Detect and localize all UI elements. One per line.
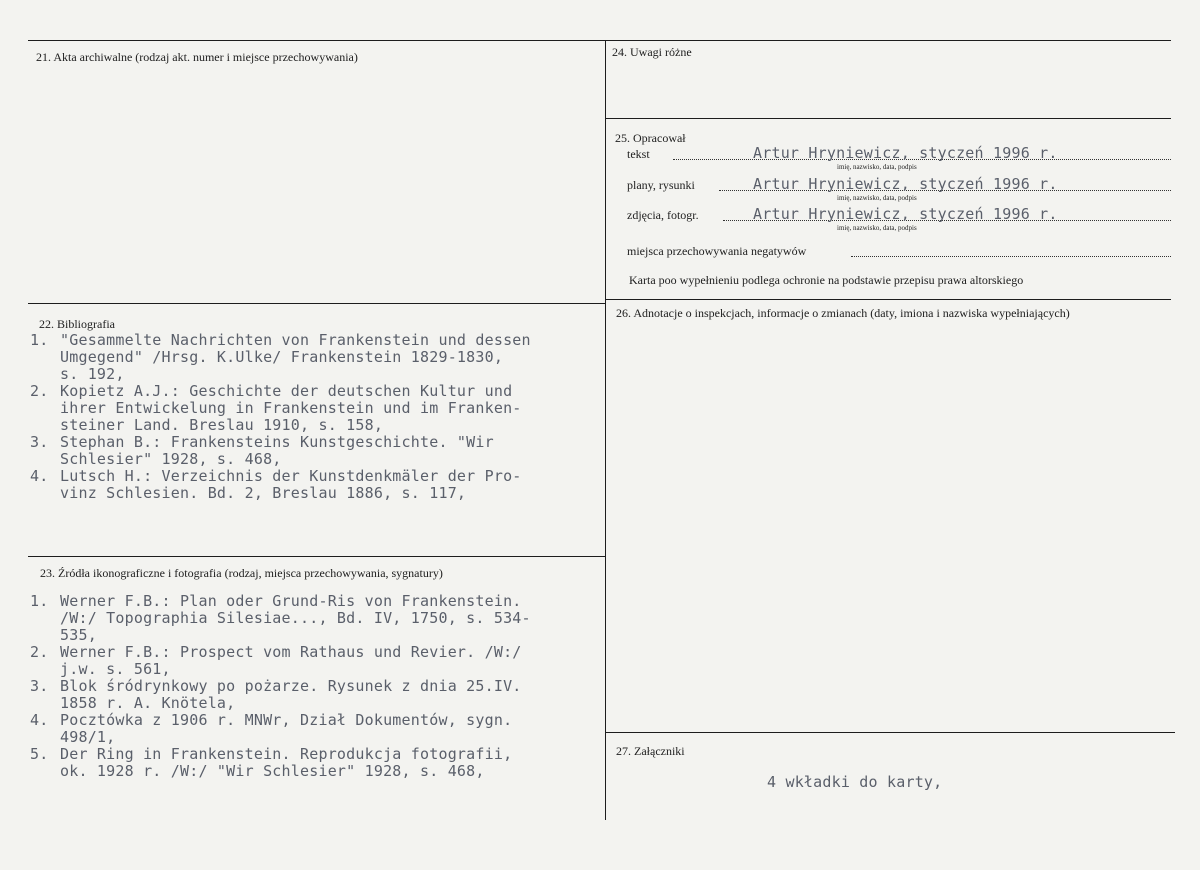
rule-24-25 <box>605 118 1171 119</box>
item-text: Der Ring in Frankenstein. Reprodukcja fotografii, ok. 1928 r. /W:/ "Wir Schlesier" 1928, s. 468, <box>60 745 513 780</box>
bibliography-list <box>30 332 600 502</box>
item-number: 4. <box>30 467 49 485</box>
item-text: Lutsch H.: Verzeichnis der Kunstdenkmäler der Pro- vinz Schlesien. Bd. 2, Breslau 1886, s. 117, <box>60 467 522 502</box>
list-item <box>30 434 600 468</box>
item-number: 1. <box>30 592 49 610</box>
copyright-note: Karta poo wypełnieniu podlega ochronie na podstawie przepisu prawa altorskiego <box>629 273 1024 287</box>
field-row-plany <box>627 173 1171 202</box>
item-text: Pocztówka z 1906 r. MNWr, Dział Dokumentów, sygn. 498/1, <box>60 711 513 746</box>
field-caption: imię, nazwisko, data, podpis <box>837 224 917 232</box>
rule-25-26 <box>605 299 1171 300</box>
field-value: Artur Hryniewicz, styczeń 1996 r. <box>753 144 1058 162</box>
field-caption: imię, nazwisko, data, podpis <box>837 194 917 202</box>
section-23-header: 23. Źródła ikonograficzne i fotografia (rodzaj, miejsca przechowywania, sygnatury) <box>40 566 443 580</box>
field-row-zdjecia <box>627 203 1171 232</box>
rule-21-22 <box>28 303 606 304</box>
rule-22-23 <box>28 556 606 557</box>
field-row-tekst <box>627 142 1171 171</box>
iconography-list <box>30 593 600 780</box>
section-24-header: 24. Uwagi różne <box>612 45 692 59</box>
field-value: Artur Hryniewicz, styczeń 1996 r. <box>753 175 1058 193</box>
field-label: miejsca przechowywania negatywów <box>627 244 807 258</box>
rule-26-27 <box>605 732 1175 733</box>
item-number: 5. <box>30 745 49 763</box>
field-label: zdjęcia, fotogr. <box>627 208 699 222</box>
field-value: Artur Hryniewicz, styczeń 1996 r. <box>753 205 1058 223</box>
field-caption: imię, nazwisko, data, podpis <box>837 163 917 171</box>
item-text: Kopietz A.J.: Geschichte der deutschen Kultur und ihrer Entwickelung in Frankenstein und im Franken- steiner Land. Breslau 1910, s. 158, <box>60 382 522 434</box>
item-number: 1. <box>30 331 49 349</box>
section-21-header: 21. Akta archiwalne (rodzaj akt. numer i miejsce przechowywania) <box>36 50 358 64</box>
item-number: 3. <box>30 677 49 695</box>
dotted-line <box>851 256 1171 257</box>
attachments-value: 4 wkładki do karty, <box>767 773 943 791</box>
item-text: "Gesammelte Nachrichten von Frankenstein und dessen Umgegend" /Hrsg. K.Ulke/ Frankenstein 1829-1830, s. 192, <box>60 331 531 383</box>
item-text: Stephan B.: Frankensteins Kunstgeschichte. "Wir Schlesier" 1928, s. 468, <box>60 433 494 468</box>
list-item <box>30 678 600 712</box>
field-label: plany, rysunki <box>627 178 695 192</box>
list-item <box>30 383 600 434</box>
section-27-header: 27. Załączniki <box>616 744 685 758</box>
item-number: 4. <box>30 711 49 729</box>
section-25-header: 25. Opracował <box>615 131 686 145</box>
list-item <box>30 712 600 746</box>
top-rule <box>28 40 1171 41</box>
item-number: 2. <box>30 382 49 400</box>
item-text: Werner F.B.: Plan oder Grund-Ris von Frankenstein. /W:/ Topographia Silesiae..., Bd. IV, 1750, s. 534- 535, <box>60 592 531 644</box>
field-row-negatywy <box>627 239 1171 261</box>
item-number: 2. <box>30 643 49 661</box>
list-item <box>30 468 600 502</box>
item-text: Blok śródrynkowy po pożarze. Rysunek z dnia 25.IV. 1858 r. A. Knötela, <box>60 677 522 712</box>
list-item <box>30 746 600 780</box>
list-item <box>30 644 600 678</box>
field-label: tekst <box>627 147 650 161</box>
center-divider <box>605 40 606 820</box>
list-item <box>30 332 600 383</box>
item-number: 3. <box>30 433 49 451</box>
section-22-header: 22. Bibliografia <box>39 317 115 331</box>
list-item <box>30 593 600 644</box>
section-26-header: 26. Adnotacje o inspekcjach, informacje o zmianach (daty, imiona i nazwiska wypełniających) <box>616 306 1070 320</box>
item-text: Werner F.B.: Prospect vom Rathaus und Revier. /W:/ j.w. s. 561, <box>60 643 522 678</box>
